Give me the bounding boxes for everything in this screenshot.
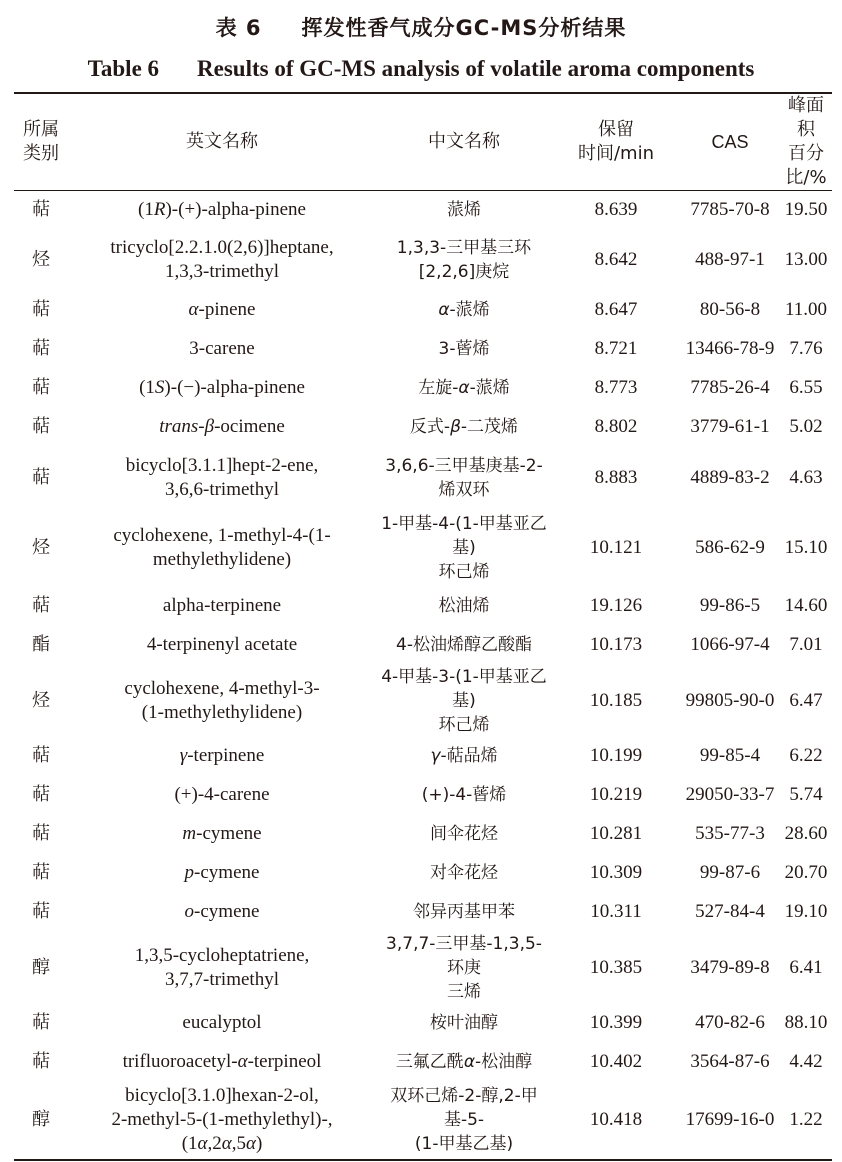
header-rt-line1: 保留: [598, 119, 634, 140]
table-row: [14, 1004, 832, 1043]
table-row: [14, 447, 832, 509]
cell-english-name: [68, 1043, 376, 1082]
cell-category: 萜: [32, 416, 50, 437]
cell-cas: 3564-87-6: [690, 1051, 770, 1072]
text-fragment: β: [204, 416, 215, 437]
text-fragment: 1,3,5-cycloheptatriene,: [134, 944, 310, 966]
text-fragment: 4-松油烯醇乙酸酯: [396, 635, 532, 655]
text-fragment: α: [458, 378, 470, 398]
text-fragment: (1: [139, 377, 155, 398]
text-fragment: 反式-: [409, 417, 451, 437]
cell-category: 萜: [32, 377, 50, 398]
cell-peak-area: 20.70: [784, 862, 828, 883]
text-fragment: -cymene: [196, 823, 262, 844]
cell-category: 萜: [32, 745, 50, 766]
text-fragment: -萜品烯: [440, 746, 498, 766]
text-fragment: γ: [430, 746, 441, 766]
cell-cas: 586-62-9: [695, 536, 765, 558]
cell-retention-time: 10.309: [589, 862, 643, 883]
cell-retention-time: 10.199: [589, 745, 643, 766]
cell-category: 烃: [32, 248, 50, 270]
text-fragment: 1-甲基-4-(1-甲基亚乙基): [381, 513, 547, 558]
cell-retention-time: 8.647: [594, 299, 638, 320]
cell-peak-area: 19.10: [784, 901, 828, 922]
cell-cas: 13466-78-9: [685, 338, 775, 359]
cell-peak-area: 6.41: [789, 956, 823, 978]
cell-chinese-name: [376, 229, 552, 291]
cell-retention-time: 8.802: [594, 416, 638, 437]
text-fragment: 4-甲基-3-(1-甲基亚乙基): [381, 666, 547, 711]
text-fragment: 3,7,7-trimethyl: [165, 968, 279, 990]
text-fragment: 蒎烯: [447, 199, 481, 220]
table-row: [14, 408, 832, 447]
cell-cas: 535-77-3: [695, 823, 765, 844]
text-fragment: 三氟乙酰: [395, 1052, 464, 1072]
cell-chinese-name: [376, 1043, 552, 1082]
header-peak-area: [780, 93, 832, 191]
text-fragment: (+)-4-蒈烯: [421, 785, 507, 805]
cell-peak-area: 6.47: [789, 689, 823, 711]
cell-cas: 470-82-6: [695, 1012, 765, 1033]
cell-peak-area: 19.50: [784, 198, 828, 220]
cell-retention-time: 10.402: [589, 1051, 643, 1072]
cell-chinese-name: [376, 509, 552, 587]
cell-peak-area: 13.00: [784, 248, 828, 270]
cell-english-name: [68, 587, 376, 626]
text-fragment: m: [182, 823, 197, 844]
text-fragment: -terpinene: [187, 745, 265, 766]
cell-category: 醇: [32, 956, 50, 978]
cell-category: 萜: [32, 198, 50, 220]
cell-english-name: [68, 776, 376, 815]
cell-retention-time: 10.219: [589, 784, 643, 805]
cell-peak-area: 7.01: [789, 634, 823, 655]
results-table: [14, 92, 832, 1161]
text-fragment: )-(−)-alpha-pinene: [164, 377, 305, 398]
text-fragment: tricyclo[2.2.1.0(2,6)]heptane,: [110, 236, 334, 258]
cell-english-name: [68, 815, 376, 854]
cell-english-name: [68, 665, 376, 737]
header-english-name: 英文名称: [186, 131, 258, 152]
text-fragment: 对伞花烃: [430, 863, 498, 883]
text-fragment: 4-terpinenyl acetate: [146, 634, 298, 655]
cell-english-name: [68, 1004, 376, 1043]
cell-cas: 4889-83-2: [690, 466, 770, 488]
cell-peak-area: 14.60: [784, 595, 828, 616]
text-fragment: 3,7,7-三甲基-1,3,5-环庚: [386, 933, 542, 978]
cell-category: 醇: [32, 1109, 50, 1130]
text-fragment: -cymene: [194, 862, 260, 883]
cell-retention-time: 8.639: [594, 198, 638, 220]
cell-retention-time: 10.311: [590, 901, 642, 922]
text-fragment: 三烯: [447, 981, 481, 1002]
table-row: [14, 893, 832, 932]
cell-peak-area: 11.00: [784, 299, 828, 320]
caption-en-number: Table 6: [87, 56, 160, 81]
table-row: [14, 1043, 832, 1082]
cell-cas: 7785-70-8: [690, 198, 770, 220]
cell-retention-time: 8.883: [594, 466, 638, 488]
table-row: [14, 369, 832, 408]
cell-cas: 80-56-8: [699, 299, 761, 320]
text-fragment: α: [237, 1051, 248, 1072]
table-header-row: [14, 93, 832, 191]
header-category: [14, 93, 68, 191]
cell-retention-time: 19.126: [589, 595, 643, 616]
table-row: [14, 191, 832, 229]
cell-cas: 7785-26-4: [690, 377, 770, 398]
cell-cas: 99805-90-0: [685, 689, 775, 711]
cell-retention-time: 8.642: [594, 248, 638, 270]
header-area-line1: 峰面积: [788, 95, 824, 140]
text-fragment: -ocimene: [214, 416, 285, 437]
cell-chinese-name: [376, 665, 552, 737]
text-fragment: R: [153, 198, 166, 220]
cell-cas: 99-86-5: [699, 595, 761, 616]
text-fragment: 1,3,3-trimethyl: [165, 260, 279, 282]
table-row: [14, 229, 832, 291]
cell-english-name: [68, 932, 376, 1004]
table-row: [14, 330, 832, 369]
cell-peak-area: 15.10: [784, 536, 828, 558]
cell-category: 萜: [32, 1012, 50, 1033]
table-row: [14, 776, 832, 815]
table-caption-english: [0, 56, 842, 82]
text-fragment: (1: [181, 1133, 198, 1154]
cell-retention-time: 10.418: [589, 1109, 643, 1130]
cell-english-name: [68, 854, 376, 893]
text-fragment: 双环己烯-2-醇,2-甲基-5-: [390, 1086, 538, 1130]
cell-english-name: [68, 408, 376, 447]
cell-retention-time: 8.721: [594, 338, 638, 359]
cell-peak-area: 1.22: [789, 1109, 823, 1130]
cell-chinese-name: [376, 191, 552, 229]
cell-english-name: [68, 330, 376, 369]
table-row: [14, 665, 832, 737]
cell-cas: 99-85-4: [699, 745, 761, 766]
cell-chinese-name: [376, 447, 552, 509]
text-fragment: 3-carene: [189, 338, 255, 359]
text-fragment: -: [198, 416, 205, 437]
text-fragment: S: [154, 377, 165, 398]
cell-category: 烃: [32, 689, 50, 711]
text-fragment: 3,6,6-trimethyl: [165, 478, 279, 500]
cell-peak-area: 5.02: [789, 416, 823, 437]
cell-peak-area: 88.10: [784, 1012, 828, 1033]
cell-english-name: [68, 893, 376, 932]
header-area-line2: 百分比/%: [785, 143, 827, 188]
text-fragment: bicyclo[3.1.1]hept-2-ene,: [125, 454, 319, 476]
cell-english-name: [68, 229, 376, 291]
cell-peak-area: 6.22: [789, 745, 823, 766]
text-fragment: 桉叶油醇: [430, 1013, 498, 1033]
cell-cas: 17699-16-0: [685, 1109, 775, 1130]
cell-chinese-name: [376, 776, 552, 815]
cell-chinese-name: [376, 1082, 552, 1160]
header-chinese-name: 中文名称: [428, 131, 500, 152]
cell-category: 萜: [32, 1051, 50, 1072]
cell-chinese-name: [376, 587, 552, 626]
text-fragment: 环己烯: [438, 561, 490, 582]
table-row: [14, 737, 832, 776]
text-fragment: α: [221, 1133, 232, 1154]
text-fragment: 3-蒈烯: [438, 339, 490, 359]
cell-peak-area: 4.42: [789, 1051, 823, 1072]
text-fragment: α: [463, 1052, 476, 1072]
text-fragment: cyclohexene, 4-methyl-3-: [124, 677, 320, 699]
cell-category: 烃: [32, 536, 50, 558]
cell-cas: 527-84-4: [695, 901, 765, 922]
cell-peak-area: 4.63: [789, 466, 823, 488]
caption-en-title: Results of GC-MS analysis of volatile aroma components: [197, 56, 755, 81]
cell-category: 萜: [32, 901, 50, 922]
cell-category: 萜: [32, 338, 50, 359]
text-fragment: α: [197, 1133, 208, 1154]
cell-cas: 29050-33-7: [685, 784, 775, 805]
table-row: [14, 626, 832, 665]
header-cas: CAS: [711, 132, 749, 152]
cell-category: 萜: [32, 862, 50, 883]
text-fragment: 3,6,6-三甲基庚基-2-烯双环: [385, 455, 543, 500]
text-fragment: 环己烯: [438, 714, 490, 735]
cell-chinese-name: [376, 893, 552, 932]
text-fragment: ,5: [231, 1133, 246, 1154]
text-fragment: cyclohexene, 1-methyl-4-(1-: [113, 524, 331, 546]
cell-cas: 3779-61-1: [690, 416, 770, 437]
caption-cn-title: 挥发性香气成分GC-MS分析结果: [301, 16, 627, 40]
text-fragment: (+)-4-carene: [174, 784, 270, 805]
cell-retention-time: 10.121: [589, 536, 643, 558]
table-row: [14, 587, 832, 626]
text-fragment: eucalyptol: [182, 1012, 262, 1033]
cell-cas: 3479-89-8: [690, 956, 770, 978]
text-fragment: 1,3,3-三甲基三环: [396, 237, 532, 258]
text-fragment: 邻异丙基甲苯: [413, 902, 515, 922]
cell-english-name: [68, 626, 376, 665]
header-rt-line2: 时间/min: [577, 143, 654, 164]
table-row: [14, 815, 832, 854]
cell-english-name: [68, 509, 376, 587]
cell-english-name: [68, 291, 376, 330]
cell-english-name: [68, 447, 376, 509]
cell-peak-area: 6.55: [789, 377, 823, 398]
cell-chinese-name: [376, 330, 552, 369]
text-fragment: ,2: [207, 1133, 222, 1154]
cell-retention-time: 10.185: [589, 689, 643, 711]
cell-retention-time: 10.385: [589, 956, 643, 978]
table-caption-chinese: [0, 12, 842, 42]
text-fragment: γ: [179, 745, 188, 766]
cell-category: 萜: [32, 784, 50, 805]
cell-cas: 1066-97-4: [690, 634, 770, 655]
cell-retention-time: 10.281: [589, 823, 643, 844]
table-row: [14, 1082, 832, 1160]
cell-peak-area: 28.60: [784, 823, 828, 844]
cell-peak-area: 7.76: [789, 338, 823, 359]
cell-retention-time: 8.773: [594, 377, 638, 398]
cell-chinese-name: [376, 854, 552, 893]
cell-retention-time: 10.173: [589, 634, 643, 655]
text-fragment: bicyclo[3.1.0]hexan-2-ol,: [125, 1085, 319, 1106]
cell-category: 萜: [32, 466, 50, 488]
cell-category: 萜: [32, 823, 50, 844]
table-row: [14, 509, 832, 587]
text-fragment: trifluoroacetyl-: [122, 1051, 238, 1072]
text-fragment: ): [255, 1133, 263, 1154]
cell-chinese-name: [376, 737, 552, 776]
cell-chinese-name: [376, 408, 552, 447]
cell-chinese-name: [376, 626, 552, 665]
text-fragment: 松油烯: [438, 596, 490, 616]
text-fragment: -蒎烯: [469, 378, 510, 398]
text-fragment: (1: [138, 198, 154, 220]
cell-chinese-name: [376, 932, 552, 1004]
text-fragment: [2,2,6]庚烷: [418, 261, 510, 282]
cell-cas: 99-87-6: [699, 862, 761, 883]
text-fragment: -terpineol: [247, 1051, 322, 1072]
cell-category: 萜: [32, 299, 50, 320]
cell-english-name: [68, 737, 376, 776]
text-fragment: methylethylidene): [152, 548, 292, 570]
text-fragment: α: [245, 1133, 256, 1154]
text-fragment: 左旋-: [418, 378, 459, 398]
header-category-line1: 所属: [23, 119, 59, 140]
cell-category: 萜: [32, 595, 50, 616]
header-retention-time: [552, 93, 680, 191]
header-category-line2: 类别: [23, 143, 59, 164]
text-fragment: trans: [159, 416, 199, 437]
text-fragment: -松油醇: [475, 1052, 533, 1072]
text-fragment: -二茂烯: [460, 417, 519, 437]
text-fragment: β: [450, 417, 461, 437]
text-fragment: -cymene: [194, 901, 260, 922]
cell-english-name: [68, 191, 376, 229]
text-fragment: (1-methylethylidene): [141, 701, 303, 723]
cell-english-name: [68, 369, 376, 408]
text-fragment: alpha-terpinene: [162, 595, 282, 616]
cell-retention-time: 10.399: [589, 1012, 643, 1033]
text-fragment: o: [184, 901, 195, 922]
table-row: [14, 854, 832, 893]
cell-chinese-name: [376, 1004, 552, 1043]
text-fragment: α: [438, 300, 450, 320]
table-row: [14, 932, 832, 1004]
cell-english-name: [68, 1082, 376, 1160]
text-fragment: p: [184, 862, 195, 883]
caption-cn-number: 表 6: [215, 16, 262, 40]
cell-cas: 488-97-1: [695, 248, 765, 270]
cell-chinese-name: [376, 291, 552, 330]
text-fragment: 间伞花烃: [430, 824, 498, 844]
text-fragment: -pinene: [198, 299, 256, 320]
text-fragment: (1-甲基乙基): [414, 1134, 514, 1154]
text-fragment: -蒎烯: [449, 300, 490, 320]
cell-chinese-name: [376, 815, 552, 854]
text-fragment: 2-methyl-5-(1-methylethyl)-,: [111, 1109, 333, 1130]
text-fragment: α: [188, 299, 199, 320]
table-body: [14, 191, 832, 1160]
cell-chinese-name: [376, 369, 552, 408]
cell-peak-area: 5.74: [789, 784, 823, 805]
text-fragment: )-(+)-alpha-pinene: [165, 198, 306, 220]
table-row: [14, 291, 832, 330]
cell-category: 酯: [32, 634, 50, 655]
